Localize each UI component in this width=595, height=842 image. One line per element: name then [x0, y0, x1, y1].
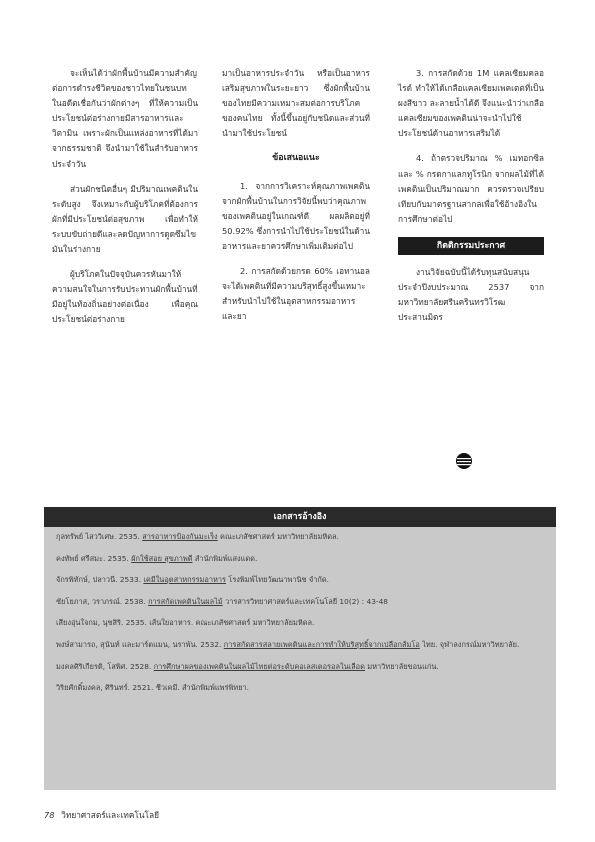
reference-item — [56, 661, 546, 674]
column-middle — [222, 66, 370, 334]
ref-rest: ชีวเคมี. สำนักพิมพ์แพร่พิทยา. — [155, 683, 250, 693]
ref-title: ผักใช้สอย สุขภาพดี — [131, 553, 193, 563]
body-paragraph: มาเป็นอาหารประจำวัน หรือเป็นอาหารเสริมสุขภาพในระยะยาว ซึ่งผักพื้นบ้านของไทยมีความเหมาะสมต่อการบริโภคของคนไทย ทั้งนี้ขึ้นอยู่กับชนิดและส่วนที่นำมาใช้ประโยชน์ — [222, 68, 370, 139]
ref-author: วิริยศักดิ์มงคล, ศิรินทร์. 2521. — [56, 683, 154, 693]
reference-list — [44, 527, 556, 695]
page-number: 78 — [44, 810, 55, 820]
ref-author: คงทัพย์ ศรีสมะ. 2535. — [56, 553, 129, 563]
reference-item — [56, 531, 546, 544]
suggestion-item: 1. จากการวิเคราะห์คุณภาพเพคตินจากผักพื้นบ้านในการวิจัยนี้พบว่าคุณภาพของเพคตินอยู่ในเกณฑ์ดี ผลผลิตอยู่ที่ 50.92% ซึ่งการนำไปใช้ประโยชน์ในด้านอาหารและยาควรศึกษาเพิ่มเติมต่อไป — [222, 180, 370, 251]
acknowledgment-title-bar: กิตติกรรมประกาศ — [398, 237, 544, 255]
ref-author: พงษ์สามารถ, สุนันท์ และมาร์ตแมน, นราพัน. 2532. — [56, 639, 222, 649]
suggestion-item: 2. การสกัดด้วยกรด 60% เอทานอลจะได้เพคตินที่มีความบริสุทธิ์สูงขึ้นเหมาะสำหรับนำไปใช้ในอุตสาหกรรมอาหารและยา — [222, 266, 370, 322]
reference-item — [56, 553, 546, 566]
body-paragraph: ผู้บริโภคในปัจจุบันควรหันมาให้ความสนใจในการรับประทานผักพื้นบ้านที่มีอยู่ในท้องถิ่นอย่างต่อเนื่อง เพื่อคุณประโยชน์ต่อร่างกาย — [52, 269, 198, 325]
ref-rest: มหาวิทยาลัยขอนแก่น. — [367, 661, 439, 671]
ref-author: กุลทรัพย์ ไสววิเศษ. 2535. — [56, 532, 140, 541]
column-left — [52, 66, 198, 338]
body-paragraph: ส่วนผักชนิดอื่นๆ มีปริมาณเพคตินในระดับสูง จึงเหมาะกับผู้บริโภคที่ต้องการผักที่มีประโยชน์ต่อสุขภาพ เพื่อทำให้ระบบขับถ่ายดีและลดปัญหาการดูดซึมไขมันในร่างกาย — [52, 183, 198, 255]
ref-author: มงคลศิริเกียรติ, โสพิศ. 2528. — [56, 661, 152, 671]
reference-item — [56, 617, 546, 630]
suggestion-item: 4. ถ้าตรวจปริมาณ % เมทอกซิลและ % กรดกาแลกทูโรนิก จากผลไม้ที่ได้เพคตินเป็นปริมาณมาก ควรตรวจเปรียบเทียบกับมาตรฐานสากลเพื่อใช้อ้างอิงในการศึกษาต่อไป — [398, 153, 544, 224]
ref-rest: ไทย. จุฬาลงกรณ์มหาวิทยาลัย. — [422, 639, 520, 649]
ref-title: สารอาหารป้องกันมะเร็ง — [142, 532, 218, 541]
ref-author: ชัยโยภาส, วราภรณ์. 2538. — [56, 596, 146, 606]
suggestion-item: 3. การสกัดด้วย 1M แคลเซียมคลอไรด์ ทำให้ได้เกลือแคลเซียมเพคเตตที่เป็นผงสีขาว ละลายน้ำได้ดี จึงแนะนำว่าเกลือแคลเซียมของเพคตินน่าจะนำไปใช้ประโยชน์ด้านอาหารเสริมได้ — [398, 68, 544, 139]
end-mark-icon — [455, 452, 473, 470]
reference-item — [56, 682, 546, 695]
acknowledgment-text: งานวิจัยฉบับนี้ได้รับทุนสนับสนุนประจำปีงบประมาณ 2537 จากมหาวิทยาลัยศรีนครินทรวิโรฒ ประสานมิตร — [398, 266, 544, 323]
ref-title: การศึกษาผลของเพคตินในผลไม้ไทยต่อระดับคอเลสเตอรอลในเลือด — [153, 661, 365, 671]
section-heading-suggestions: ข้อเสนอแนะ — [272, 153, 320, 164]
ref-title: การสกัดเพคตินในผลไม้ — [148, 596, 223, 606]
reference-item — [56, 596, 546, 609]
ref-rest: วารสารวิทยาศาสตร์และเทคโนโลยี 10(2) : 43-48 — [225, 596, 388, 606]
ref-rest: สำนักพิมพ์แสงแดด. — [194, 553, 258, 563]
reference-item — [56, 574, 546, 587]
page-footer — [44, 808, 159, 822]
ref-title: เคมีในอุตสาหกรรมอาหาร — [143, 575, 226, 585]
column-right — [398, 66, 544, 335]
references-title: เอกสารอ้างอิง — [44, 507, 556, 527]
journal-name: วิทยาศาสตร์และเทคโนโลยี — [61, 810, 159, 820]
ref-title: การสกัดสารสลายเพคตินและการทำให้บริสุทธิ์จากเปลือกส้มโอ — [223, 639, 420, 649]
body-paragraph: จะเห็นได้ว่าผักพื้นบ้านมีความสำคัญต่อการดำรงชีวิตของชาวไทยในชนบท ในอดีตเชื่อกันว่าผักต่างๆ ที่ให้ความเป็นประโยชน์ต่อร่างกายมีสารอาหารและวิตามิน เพราะผักเป็นแหล่งอาหารที่ได้มาจากธรรมชาติ จึงนำมาใช้ในสำรับอาหารประจำวัน — [52, 68, 198, 169]
ref-rest: โรงพิมพ์ไทยวัฒนาพานิช จำกัด. — [228, 575, 330, 585]
ref-rest: เส้นใยอาหาร. คณะเภสัชศาสตร์ มหาวิทยาลัยมหิดล. — [149, 618, 315, 628]
reference-item — [56, 639, 546, 652]
references-box — [44, 507, 556, 790]
ref-rest: คณะเภสัชศาสตร์ มหาวิทยาลัยมหิดล. — [220, 532, 339, 541]
ref-author: เสียงอุ่นใจกม, นุชสิริ. 2535. — [56, 618, 147, 628]
ref-author: จักรพิทักษ์, ปลาวนี. 2533. — [56, 575, 141, 585]
